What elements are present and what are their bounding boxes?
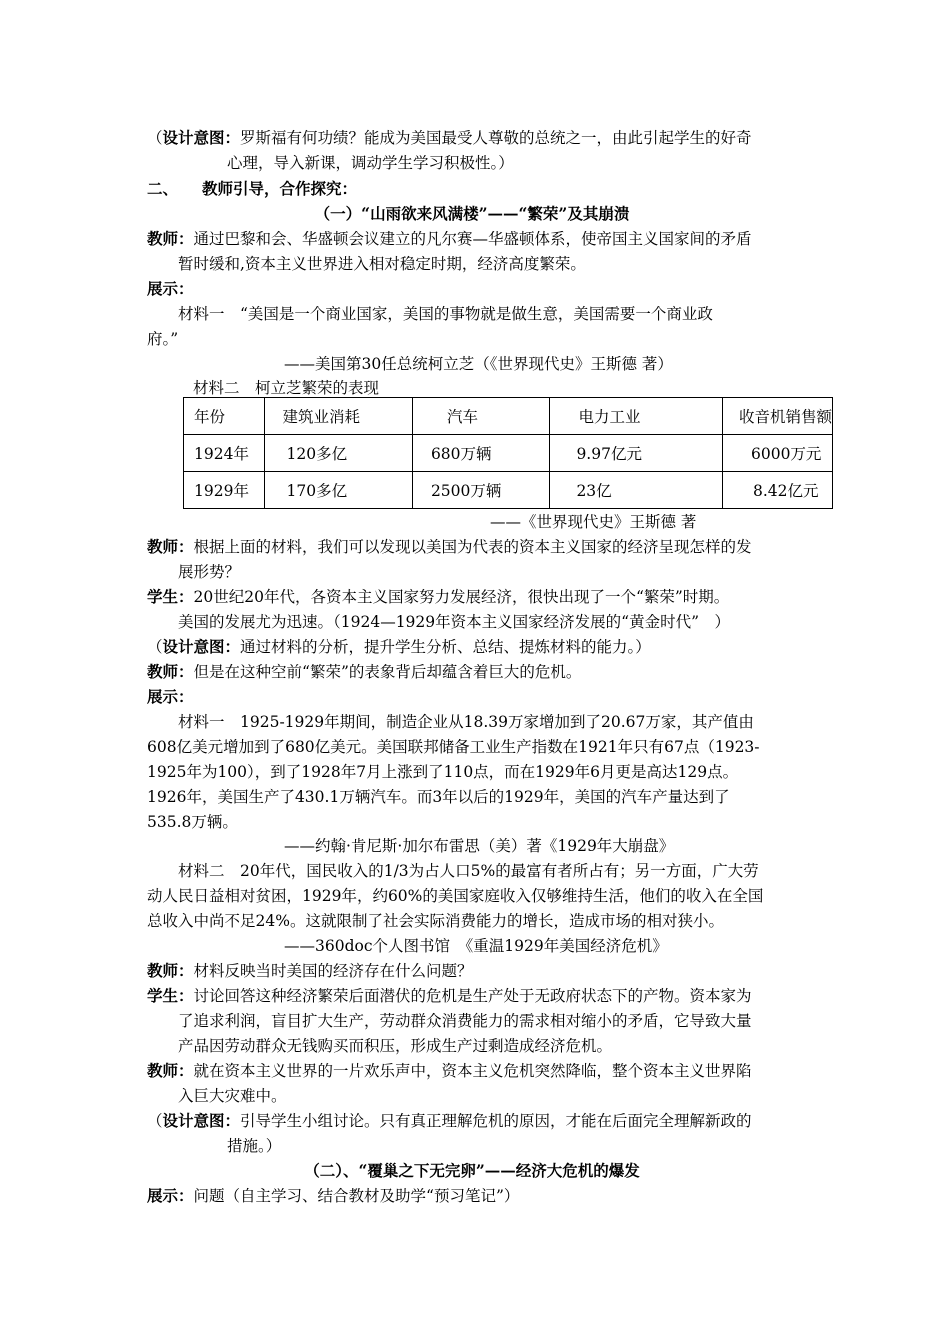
teacher-5-line-2: 入巨大灾难中。 (178, 1087, 287, 1105)
teacher-2-line-2: 展形势？ (178, 563, 241, 581)
teacher-text: 根据上面的材料，我们可以发现以美国为代表的资本主义国家的经济呈现怎样的发 (193, 538, 752, 556)
teacher-label: 教师： (147, 537, 194, 556)
design-intent-3-line-2: 措施。） (227, 1137, 282, 1155)
table-cell: 120多亿 (264, 435, 412, 472)
design-intent-text: 通过材料的分析，提升学生分析、总结、提炼材料的能力。） (240, 638, 651, 656)
teacher-label: 教师： (147, 662, 194, 681)
design-intent-1-line-1 (147, 128, 752, 148)
design-intent-label: 设计意图： (162, 128, 241, 147)
part-1-heading: （一）“山雨欲来风满楼”——“繁荣”及其崩溃 (314, 204, 630, 223)
table-cell: 9.97亿元 (550, 435, 723, 472)
table-cell: 170多亿 (264, 472, 412, 509)
student-2-line-2: 了追求利润，盲目扩大生产，劳动群众消费能力的需求相对缩小的矛盾，它导致大量 (178, 1012, 752, 1030)
student-label: 学生： (147, 587, 194, 606)
student-label: 学生： (147, 986, 194, 1005)
material-3-line: 535.8万辆。 (147, 813, 238, 831)
show-label: 展示： (147, 1186, 194, 1205)
table-cell: 2500万辆 (412, 472, 550, 509)
teacher-label: 教师： (147, 961, 194, 980)
teacher-2-line-1 (147, 537, 752, 557)
table-cell: 23亿 (550, 472, 723, 509)
prosperity-table (183, 397, 833, 509)
material-3-source: ——约翰·肯尼斯·加尔布雷思（美）著《1929年大崩盘》 (284, 837, 675, 855)
teacher-text: 但是在这种空前“繁荣”的表象背后却蕴含着巨大的危机。 (193, 663, 582, 681)
open-paren: （ (147, 1112, 163, 1130)
design-intent-3-line-1 (147, 1111, 752, 1131)
material-4-line: 材料二 20年代，国民收入的1/3为占人口5%的最富有者所占有；另一方面，广大劳 (178, 862, 759, 880)
material-4-source: ——360doc个人图书馆 《重温1929年美国经济危机》 (284, 937, 668, 955)
table-header-cell: 年份 (184, 398, 265, 435)
material-2-title: 材料二 柯立芝繁荣的表现 (193, 379, 380, 397)
table-row (184, 472, 833, 509)
student-2-line-3: 产品因劳动群众无钱购买而积压，形成生产过剩造成经济危机。 (178, 1037, 613, 1055)
section-number: 二、 (147, 179, 179, 198)
material-1-source: ——美国第30任总统柯立芝（《世界现代史》王斯德 著） (284, 355, 673, 373)
design-intent-label: 设计意图： (162, 1111, 241, 1130)
teacher-text: 材料反映当时美国的经济存在什么问题？ (193, 962, 473, 980)
material-3-line: 1925年为100），到了1928年7月上涨到了110点，而在1929年6月更是高达129点。 (147, 763, 739, 781)
table-header-cell: 汽车 (412, 398, 550, 435)
teacher-text: 就在资本主义世界的一片欢乐声中，资本主义危机突然降临，整个资本主义世界陷 (193, 1062, 752, 1080)
table-header-cell: 电力工业 (550, 398, 723, 435)
teacher-1-line-2: 暂时缓和,资本主义世界进入相对稳定时期，经济高度繁荣。 (178, 255, 586, 273)
part-2-heading: （二）、“覆巢之下无完卵”——经济大危机的爆发 (304, 1161, 640, 1180)
teacher-label: 教师： (147, 1061, 194, 1080)
teacher-3 (147, 662, 581, 682)
open-paren: （ (147, 638, 163, 656)
table-cell: 1929年 (184, 472, 265, 509)
material-3-line: 608亿美元增加到了680亿美元。美国联邦储备工业生产指数在1921年只有67点（1923- (147, 738, 760, 756)
student-2-line-1 (147, 986, 752, 1006)
table-cell: 8.42亿元 (722, 472, 832, 509)
student-1-line-2: 美国的发展尤为迅速。（1924—1929年资本主义国家经济发展的“黄金时代” ） (178, 613, 730, 631)
show-text: 问题（自主学习、结合教材及助学“预习笔记”） (193, 1187, 520, 1205)
section-title: 教师引导，合作探究： (202, 179, 358, 198)
table-header-row (184, 398, 833, 435)
design-intent-text: 引导学生小组讨论。只有真正理解危机的原因，才能在后面完全理解新政的 (240, 1112, 752, 1130)
material-1-line-2: 府。” (147, 330, 179, 348)
table-cell: 6000万元 (722, 435, 832, 472)
design-intent-label: 设计意图： (162, 637, 241, 656)
teacher-1-line-1 (147, 229, 752, 249)
material-4-line: 动人民日益相对贫困，1929年，约60%的美国家庭收入仅够维持生活，他们的收入在全国 (147, 887, 764, 905)
show-label-1: 展示： (147, 279, 194, 298)
open-paren: （ (147, 129, 163, 147)
design-intent-1-line-2: 心理，导入新课，调动学生学习积极性。） (227, 154, 514, 172)
teacher-label: 教师： (147, 229, 194, 248)
design-intent-2 (147, 637, 651, 657)
student-text: 20世纪20年代，各资本主义国家努力发展经济，很快出现了一个“繁荣”时期。 (193, 588, 730, 606)
table-cell: 1924年 (184, 435, 265, 472)
table-row (184, 435, 833, 472)
table-header-cell: 建筑业消耗 (264, 398, 412, 435)
material-3-line: 材料一 1925-1929年期间，制造企业从18.39万家增加到了20.67万家，其产值由 (178, 713, 754, 731)
table-source: ——《世界现代史》王斯德 著 (490, 513, 697, 531)
teacher-5-line-1 (147, 1061, 752, 1081)
teacher-text: 通过巴黎和会、华盛顿会议建立的凡尔赛—华盛顿体系，使帝国主义国家间的矛盾 (193, 230, 752, 248)
table-cell: 680万辆 (412, 435, 550, 472)
teacher-4 (147, 961, 473, 981)
table-header-cell: 收音机销售额 (722, 398, 832, 435)
student-text: 讨论回答这种经济繁荣后面潜伏的危机是生产处于无政府状态下的产物。资本家为 (193, 987, 752, 1005)
material-3-line: 1926年，美国生产了430.1万辆汽车。而3年以后的1929年，美国的汽车产量达到了 (147, 788, 730, 806)
material-4-line: 总收入中尚不足24%。这就限制了社会实际消费能力的增长，造成市场的相对狭小。 (147, 912, 724, 930)
material-1-line-1: 材料一 “美国是一个商业国家，美国的事物就是做生意，美国需要一个商业政 (178, 305, 713, 323)
student-1-line-1 (147, 587, 729, 607)
show-3 (147, 1186, 519, 1206)
design-intent-text: 罗斯福有何功绩？能成为美国最受人尊敬的总统之一，由此引起学生的好奇 (240, 129, 752, 147)
show-label-2: 展示： (147, 687, 194, 706)
